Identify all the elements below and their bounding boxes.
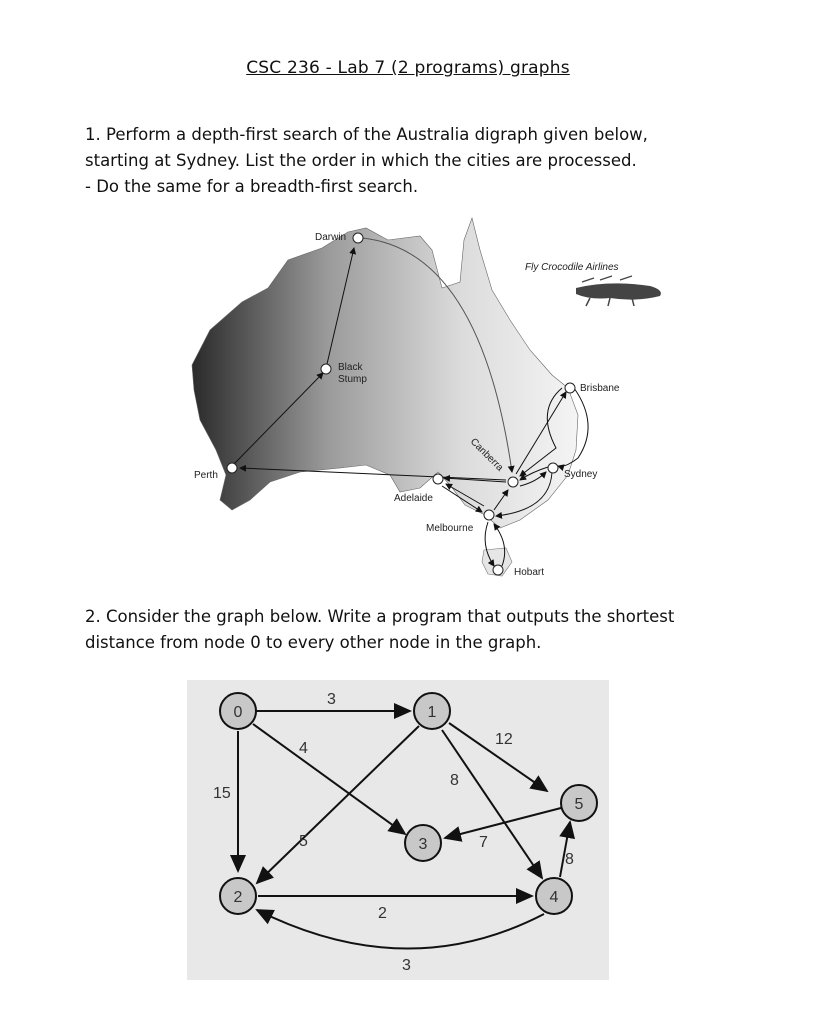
australia-mainland-shape [192,218,578,528]
label-adelaide: Adelaide [394,493,433,504]
label-darwin: Darwin [315,232,347,243]
label-sydney: Sydney [564,469,598,480]
label-canberra: Canberra [467,436,506,474]
graph-node-label: 3 [418,836,428,853]
node-black-stump [321,364,331,374]
graph-node-label: 4 [549,889,559,906]
question-1-line: - Do the same for a breadth-first search. [85,177,419,196]
question-1-line: 1. Perform a depth-first search of the Australia digraph given below, [85,125,648,144]
node-brisbane [565,383,575,393]
question-1-line: starting at Sydney. List the order in which the cities are processed. [85,151,637,170]
node-melbourne [484,510,494,520]
airline-name-label: Fly Crocodile Airlines [525,262,619,273]
graph-node-label: 0 [233,704,243,721]
label-black-stump-line1: Black [338,362,363,373]
weight-5-3: 7 [479,834,488,851]
label-black-stump-line2: Stump [338,374,367,385]
weight-0-1: 3 [327,691,336,708]
weight-4-2: 3 [402,957,411,974]
node-adelaide [433,474,443,484]
australia-digraph-figure [180,210,680,590]
question-2-line: 2. Consider the graph below. Write a program that outputs the shortest [85,607,675,626]
weight-1-5: 12 [495,731,513,748]
node-darwin [353,233,363,243]
node-hobart [493,565,503,575]
crocodile-logo-icon [576,276,661,306]
question-2-line: distance from node 0 to every other node in the graph. [85,633,542,652]
label-melbourne: Melbourne [426,523,474,534]
question-1 [85,122,745,200]
graph-node-label: 2 [233,889,243,906]
node-canberra [508,477,518,487]
weight-4-5: 8 [565,851,574,868]
graph-node-label: 5 [574,796,584,813]
graph-node-label: 1 [427,704,437,721]
question-2 [85,604,745,656]
node-perth [227,463,237,473]
label-brisbane: Brisbane [580,383,620,394]
label-perth: Perth [194,470,218,481]
page-title: CSC 236 - Lab 7 (2 programs) graphs [246,58,570,78]
weight-1-2: 5 [299,833,308,850]
node-sydney [548,463,558,473]
weight-0-3: 4 [299,740,308,757]
weight-1-4: 8 [450,772,459,789]
weight-0-2: 15 [213,785,231,802]
label-hobart: Hobart [514,567,545,578]
weighted-digraph-figure [187,680,609,980]
weight-2-4: 2 [378,905,387,922]
